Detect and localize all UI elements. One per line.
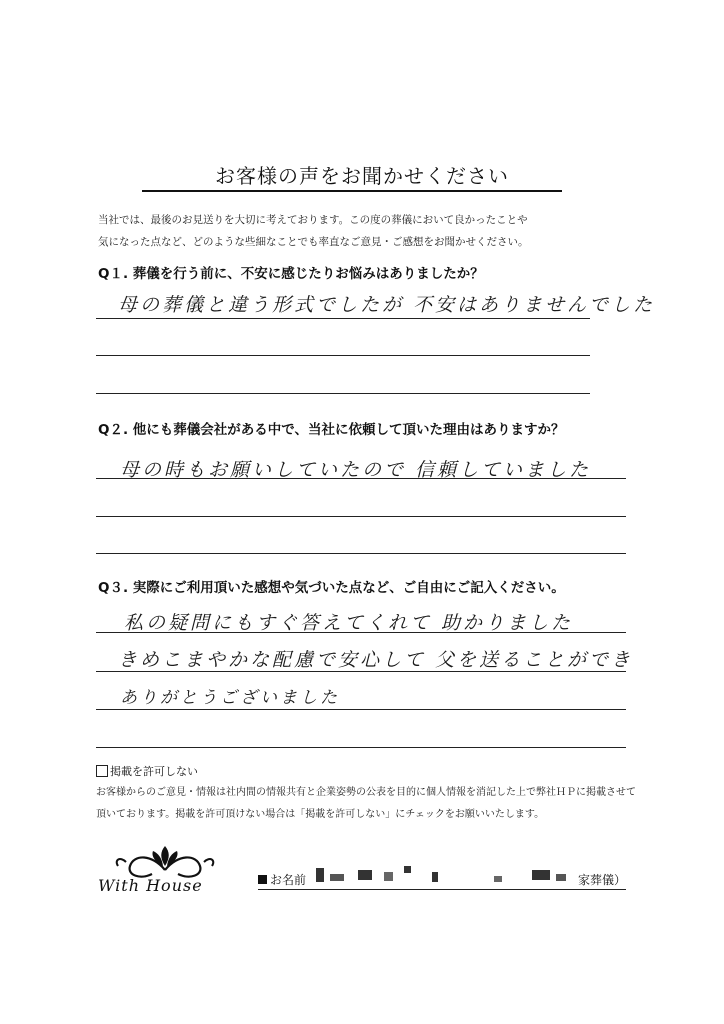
name-field-rule: [258, 889, 626, 890]
page-title: お客様の声をお聞かせください: [215, 164, 509, 188]
intro-line-1: 当社では、最後のお見送りを大切に考えております。この度の葬儀において良かったことや: [98, 214, 528, 226]
answer-3-line-2: きめこまやかな配慮で安心して 父を送ることができ: [118, 649, 634, 671]
answer-3-line-1: 私の疑問にもすぐ答えてくれて 助かりました: [124, 612, 574, 634]
consent-checkbox-label: 掲載を許可しない: [110, 765, 198, 778]
answer-1-line-1: 母の葬儀と違う形式でしたが 不安はありませんでした: [118, 294, 656, 316]
intro-line-2: 気になった点など、どのような些細なことでも率直なご意見・ご感想をお聞かせください。: [98, 236, 529, 248]
question-2: Q２. 他にも葬儀会社がある中で、当社に依頼して頂いた理由はありますか？: [98, 422, 565, 438]
redacted-mark: [384, 872, 393, 881]
name-label-row: [258, 871, 306, 888]
answer-3-rule-4: [96, 747, 626, 748]
consent-checkbox[interactable]: [96, 765, 108, 777]
answer-2-rule-3: [96, 553, 626, 554]
redacted-mark: [404, 866, 411, 873]
question-3: Q３. 実際にご利用頂いた感想や気づいた点など、ご自由にご記入ください。: [98, 580, 565, 596]
consent-note-line-2: 頂いております。掲載を許可頂けない場合は「掲載を許可しない」にチェックをお願いいたします。: [96, 809, 545, 820]
redacted-mark: [532, 870, 550, 880]
redacted-mark: [316, 868, 324, 882]
redacted-mark: [556, 874, 566, 881]
label-square-bullet: [258, 875, 267, 884]
answer-3-rule-3: [96, 709, 626, 710]
title-underline: [142, 190, 562, 192]
answer-3-line-3: ありがとうございました: [120, 688, 340, 708]
answer-2-rule-2: [96, 516, 626, 517]
answer-2-line-1: 母の時もお願いしていたので 信頼していました: [120, 459, 592, 481]
question-1: Q１. 葬儀を行う前に、不安に感じたりお悩みはありましたか？: [98, 266, 484, 282]
consent-note-line-1: お客様からのご意見・情報は社内間の情報共有と企業姿勢の公表を目的に個人情報を消記した上で弊社ＨＰに掲載させて: [96, 787, 636, 798]
family-funeral-suffix: 家葬儀）: [578, 873, 627, 887]
answer-3-rule-1: [96, 632, 626, 633]
answer-1-rule-2: [96, 355, 590, 356]
redacted-mark: [494, 876, 502, 882]
redacted-mark: [432, 872, 438, 882]
answer-2-rule-1: [96, 478, 626, 479]
redacted-mark: [330, 874, 344, 881]
consent-checkbox-row[interactable]: [96, 763, 198, 779]
answer-1-rule-3: [96, 393, 590, 394]
answer-3-rule-2: [96, 671, 626, 672]
answer-1-rule-1: [96, 318, 590, 319]
redacted-mark: [358, 870, 372, 880]
name-label: お名前: [270, 873, 307, 887]
logo-wordmark: With House: [98, 876, 203, 895]
